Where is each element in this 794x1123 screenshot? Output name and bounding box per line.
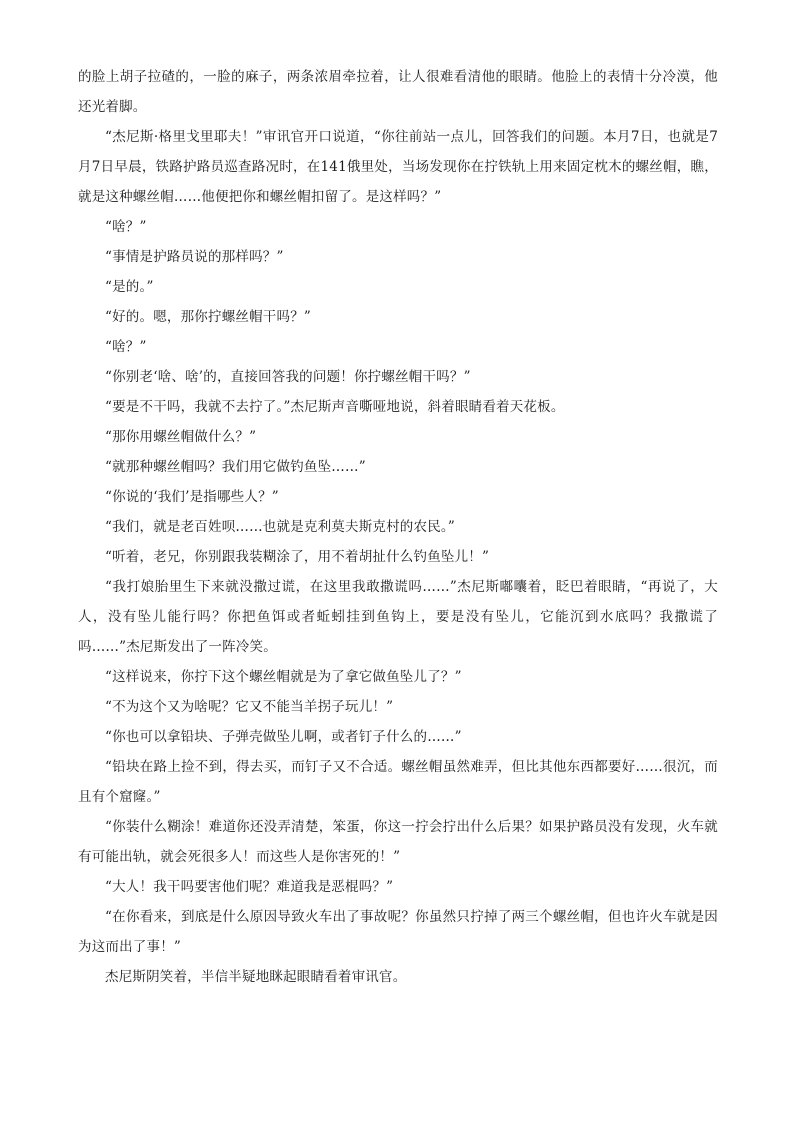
paragraph: “在你看来，到底是什么原因导致火车出了事故呢？你虽然只拧掉了两三个螺丝帽，但也许火车就是因为这而出了事！”	[78, 909, 718, 955]
paragraph: “听着，老兄，你别跟我装糊涂了，用不着胡扯什么钓鱼坠儿！”	[105, 549, 490, 565]
paragraph: 的脸上胡子拉碴的，一脸的麻子，两条浓眉牵拉着，让人很难看清他的眼睛。他脸上的表情十分冷漠，他还光着脚。	[78, 69, 718, 115]
paragraph: “杰尼斯·格里戈里耶夫！”审讯官开口说道，“你往前站一点儿，回答我们的问题。本月7日，也就是7月7日早晨，铁路护路员巡查路况时，在141俄里处，当场发现你在拧铁轨上用来固定枕木的螺丝帽，瞧，就是这种螺丝帽……他便把你和螺丝帽扣留了。是这样吗？”	[78, 129, 718, 205]
paragraph: “事情是护路员说的那样吗？”	[105, 249, 284, 265]
paragraph: “你别老‘啥、啥’的，直接回答我的问题！你拧螺丝帽干吗？”	[105, 369, 471, 385]
paragraph: “我们，就是老百姓呗……也就是克利莫夫斯克村的农民。”	[105, 519, 455, 535]
paragraph: “那你用螺丝帽做什么？”	[105, 429, 257, 445]
paragraph: “不为这个又为啥呢？它又不能当羊拐子玩儿！”	[105, 699, 394, 715]
paragraph: “你也可以拿铅块、子弹壳做坠儿啊，或者钉子什么的……”	[105, 729, 462, 745]
article-body	[78, 62, 718, 992]
paragraph: “啥？”	[105, 219, 147, 235]
paragraph: “啥？”	[105, 339, 147, 355]
paragraph: “你装什么糊涂！难道你还没弄清楚，笨蛋，你这一拧会拧出什么后果？如果护路员没有发现，火车就有可能出轨，就会死很多人！而这些人是你害死的！”	[78, 819, 718, 865]
paragraph: “就那种螺丝帽吗？我们用它做钓鱼坠……”	[105, 459, 366, 475]
paragraph: “大人！我干吗要害他们呢？难道我是恶棍吗？”	[105, 879, 394, 895]
paragraph: “这样说来，你拧下这个螺丝帽就是为了拿它做鱼坠儿了？”	[105, 669, 462, 685]
paragraph: “我打娘胎里生下来就没撒过谎，在这里我敢撒谎吗……”杰尼斯嘟囔着，眨巴着眼睛，“再说了，大人，没有坠儿能行吗？你把鱼饵或者蚯蚓挂到鱼钩上，要是没有坠儿，它能沉到水底吗？我撒谎了吗……”杰尼斯发出了一阵冷笑。	[78, 579, 718, 655]
paragraph: “铅块在路上捡不到，得去买，而钉子又不合适。螺丝帽虽然难弄，但比其他东西都要好……很沉，而且有个窟窿。”	[78, 759, 718, 805]
paragraph: “要是不干吗，我就不去拧了。”杰尼斯声音嘶哑地说，斜着眼睛看着天花板。	[105, 399, 565, 415]
paragraph: “是的。”	[105, 279, 154, 295]
paragraph: 杰尼斯阴笑着，半信半疑地眯起眼睛看着审讯官。	[105, 969, 407, 985]
paragraph: “你说的‘我们’是指哪些人？”	[105, 489, 279, 505]
paragraph: “好的。嗯，那你拧螺丝帽干吗？”	[105, 309, 312, 325]
